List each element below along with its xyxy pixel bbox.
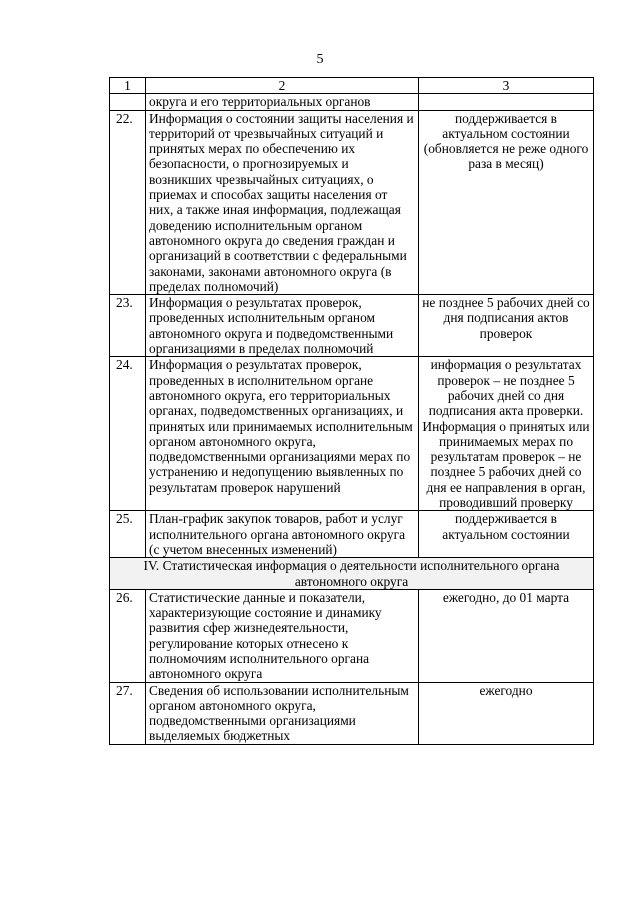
row-term-cell: [419, 94, 594, 110]
row-number-cell: 24.: [110, 357, 146, 511]
table-row: [110, 110, 594, 295]
column-header-information: 2: [146, 78, 419, 94]
row-number-cell: [110, 94, 146, 110]
row-number-cell: 25.: [110, 511, 146, 558]
row-term-cell: ежегодно: [419, 682, 594, 744]
row-term-cell: информация о результатах проверок – не позднее 5 рабочих дней со дня подписания акта проверки. Информация о принятых или принимаемых мерах по результатам проверок – не позднее 5 рабочих дней со дня ее направления в орган, проводивший проверку: [419, 357, 594, 511]
table-row: [110, 589, 594, 682]
row-term-cell: не позднее 5 рабочих дней со дня подписания актов проверок: [419, 295, 594, 357]
page-number: 5: [316, 52, 324, 67]
table-header-row: [110, 78, 594, 94]
table-row: [110, 295, 594, 357]
table-row-continuation: [110, 94, 594, 110]
column-header-number: 1: [110, 78, 146, 94]
row-description-cell: Информация о результатах проверок, проведенных исполнительным органом автономного округа и подведомственными организациями в пределах полномочий: [146, 295, 419, 357]
row-term-cell: поддерживается в актуальном состоянии (обновляется не реже одного раза в месяц): [419, 110, 594, 295]
row-number-cell: 22.: [110, 110, 146, 295]
row-description-cell: Статистические данные и показатели, характеризующие состояние и динамику развития сфер жизнедеятельности, регулирование которых отнесено к полномочиям исполнительного органа автономного округа: [146, 589, 419, 682]
row-number-cell: 23.: [110, 295, 146, 357]
table-row: [110, 357, 594, 511]
section-heading: IV. Статистическая информация о деятельности исполнительного органа автономного округа: [110, 558, 594, 590]
section-heading-row: [110, 558, 594, 590]
table-row: [110, 682, 594, 744]
column-header-term: 3: [419, 78, 594, 94]
row-number-cell: 27.: [110, 682, 146, 744]
table-row: [110, 511, 594, 558]
row-number-cell: 26.: [110, 589, 146, 682]
row-description-cell: округа и его территориальных органов: [146, 94, 419, 110]
row-description-cell: Сведения об использовании исполнительным органом автономного округа, подведомственными организациями выделяемых бюджетных: [146, 682, 419, 744]
row-description-cell: План-график закупок товаров, работ и услуг исполнительного органа автономного округа (с учетом внесенных изменений): [146, 511, 419, 558]
row-description-cell: Информация о состоянии защиты населения и территорий от чрезвычайных ситуаций и принятых мерах по обеспечению их безопасности, о прогнозируемых и возникших чрезвычайных ситуациях, о приемах и способах защиты населения от них, а также иная информация, подлежащая доведению исполнительным органом автономного округа до сведения граждан и организаций в соответствии с федеральными законами, законами автономного округа (в пределах полномочий): [146, 110, 419, 295]
row-term-cell: поддерживается в актуальном состоянии: [419, 511, 594, 558]
row-description-cell: Информация о результатах проверок, проведенных в исполнительном органе автономного округа, его территориальных органах, подведомственных организациях, и принятых или принимаемых исполнительным органом автономного округа, подведомственными организациями мерах по устранению и недопущению выявленных по результатам проверок нарушений: [146, 357, 419, 511]
information-table: [109, 77, 594, 745]
row-term-cell: ежегодно, до 01 марта: [419, 589, 594, 682]
